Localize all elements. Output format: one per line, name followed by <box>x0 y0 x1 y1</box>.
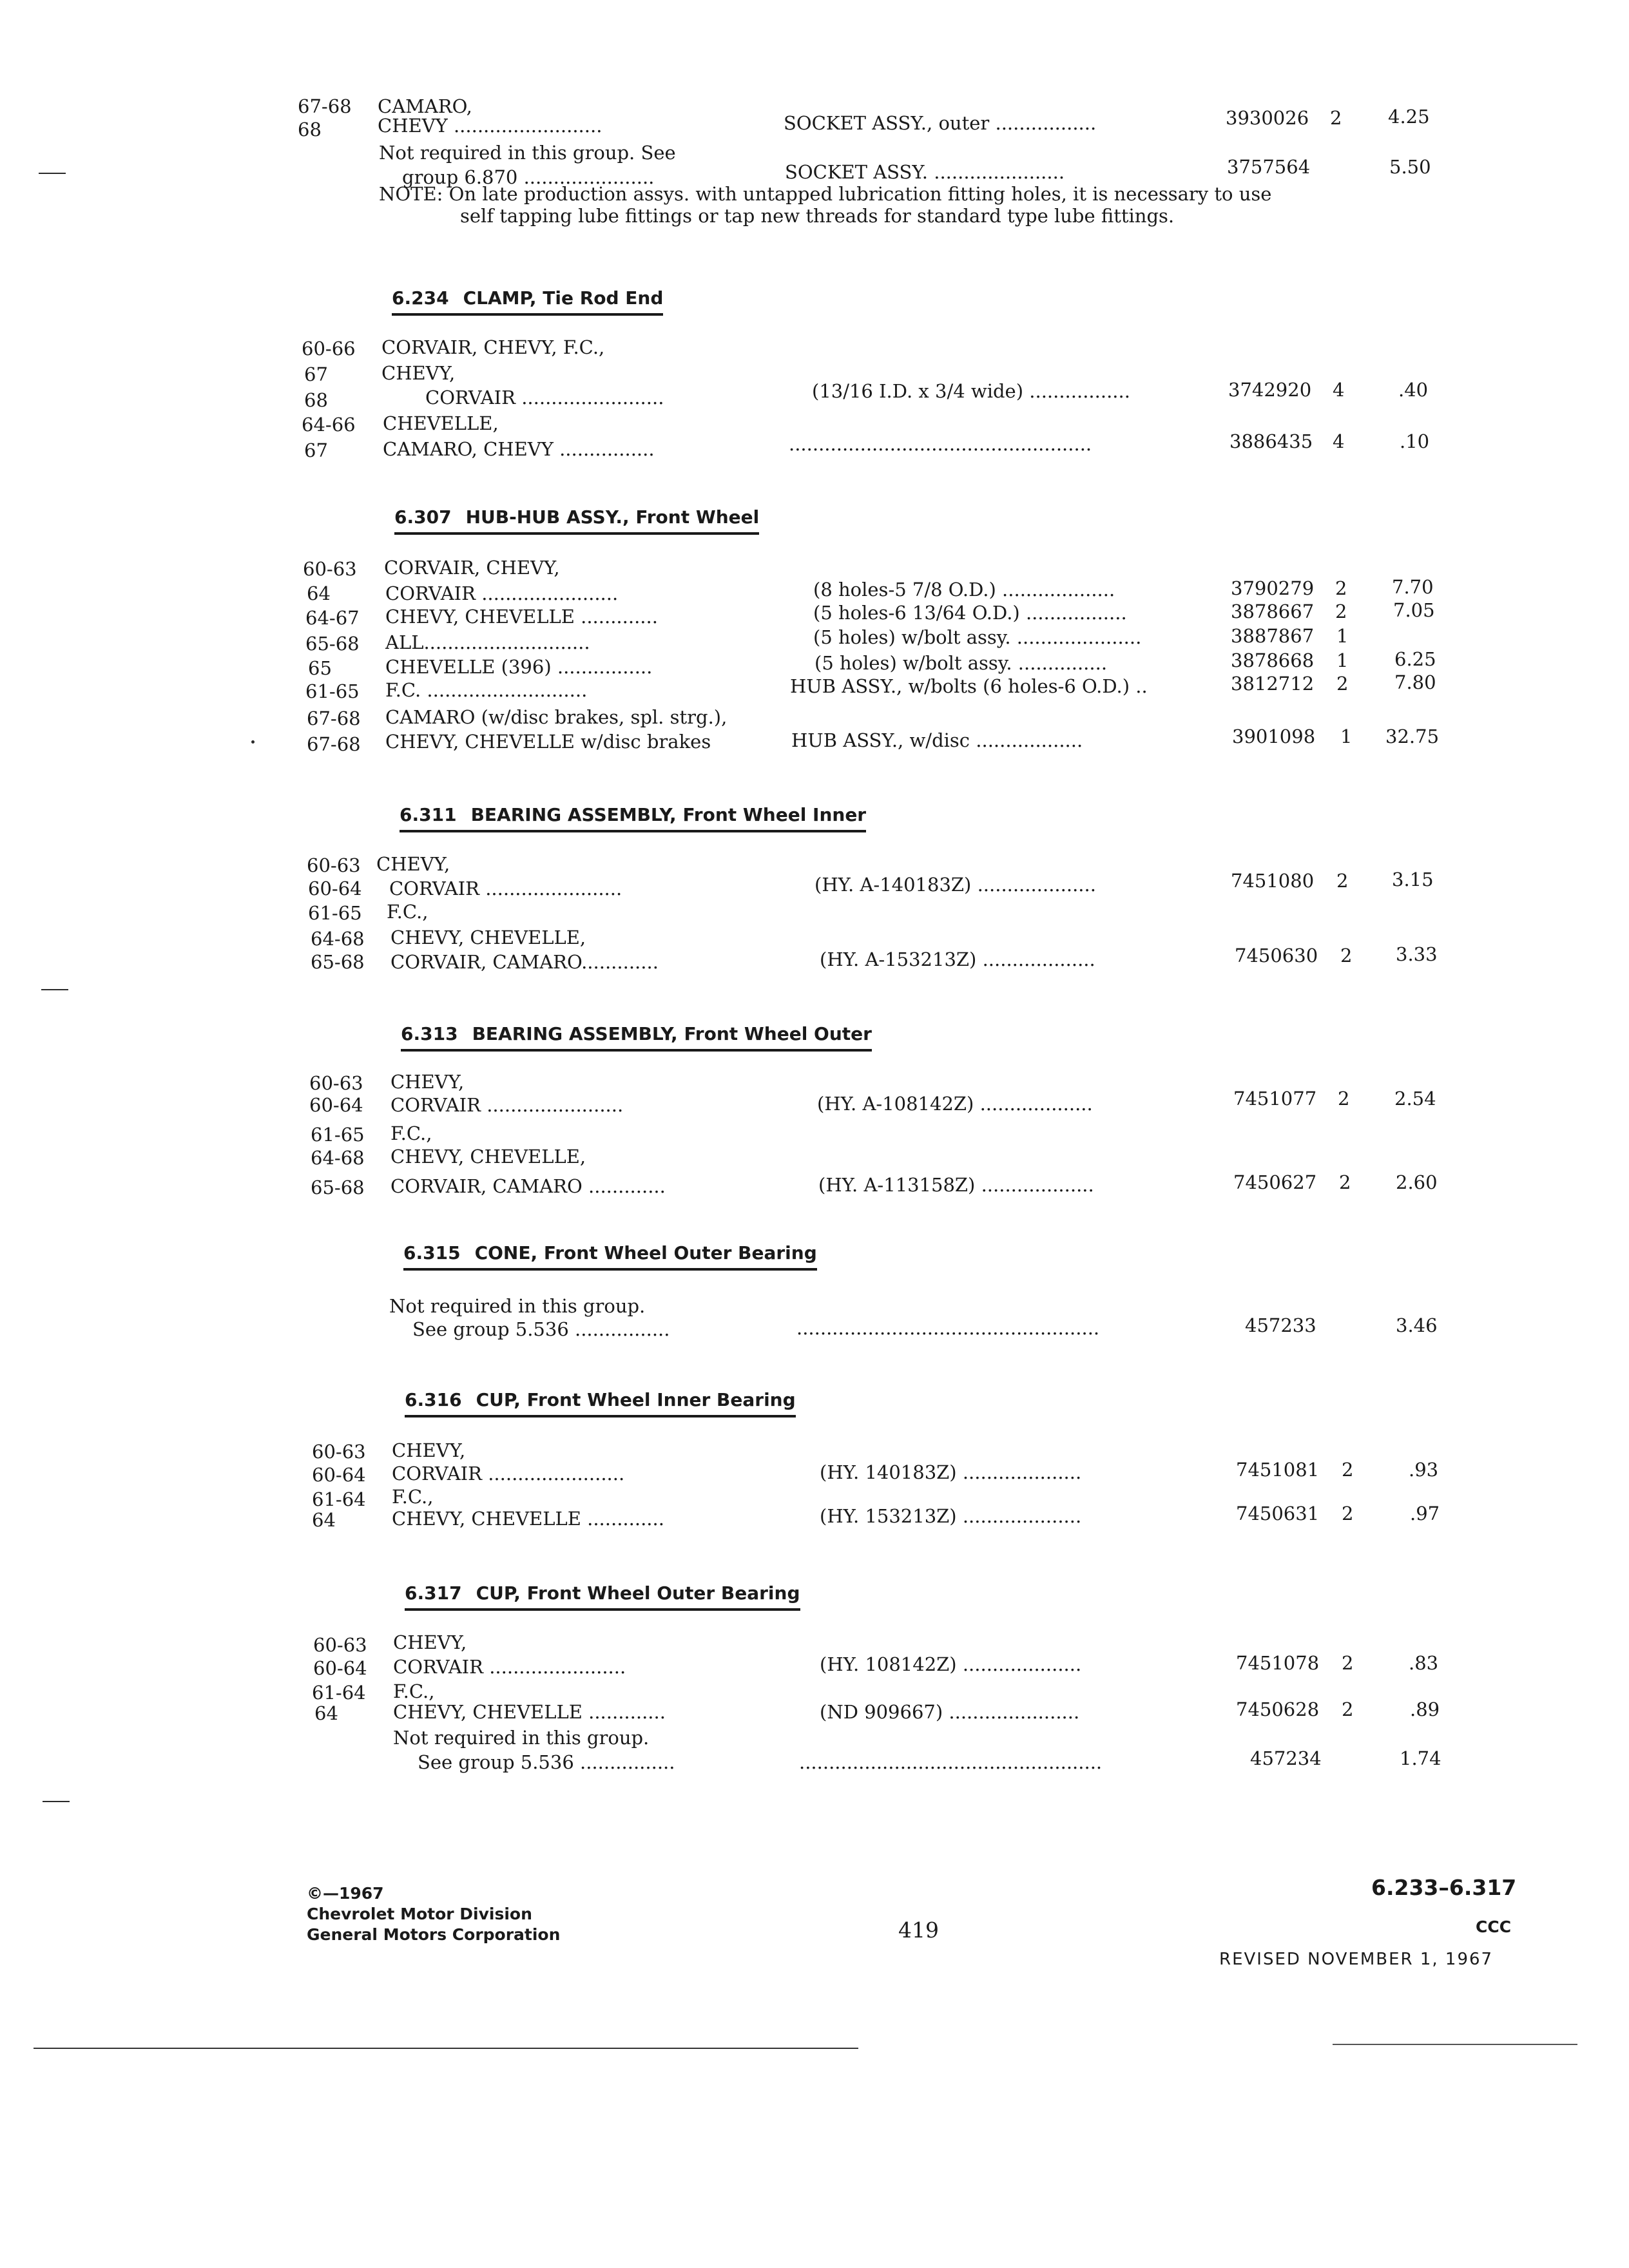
application: CORVAIR ....................... <box>385 582 619 604</box>
year: 60-64 <box>308 878 362 899</box>
description: (HY. A-140183Z) .................... <box>815 874 1096 896</box>
application: CHEVY, <box>376 853 450 875</box>
section-heading <box>405 1389 796 1418</box>
section-title: BEARING ASSEMBLY, Front Wheel Inner <box>470 804 867 825</box>
description: HUB ASSY., w/disc .................. <box>791 729 1083 751</box>
group-code: 6.311 <box>400 804 457 825</box>
application: CHEVELLE, <box>383 412 499 434</box>
application: CORVAIR ....................... <box>389 878 622 899</box>
description: (5 holes) w/bolt assy. ............... <box>815 652 1108 674</box>
quantity: 2 <box>1342 1652 1354 1674</box>
group-code: 6.307 <box>394 506 452 528</box>
year: 65 <box>308 657 332 679</box>
description: (ND 909667) ...................... <box>820 1701 1080 1723</box>
part-number: 7450631 <box>1236 1503 1320 1524</box>
section-heading <box>400 804 866 832</box>
description: ................................................... <box>789 433 1092 455</box>
year: 60-64 <box>309 1094 363 1116</box>
corporation-name: General Motors Corporation <box>307 1925 561 1944</box>
year: 60-63 <box>309 1072 363 1094</box>
quantity: 2 <box>1330 107 1342 129</box>
quantity: 1 <box>1336 649 1349 671</box>
price: .40 <box>1398 379 1429 401</box>
year: 61-65 <box>308 902 362 924</box>
year: 60-64 <box>312 1464 366 1486</box>
application: CHEVY, <box>390 1071 465 1093</box>
application: CORVAIR ....................... <box>392 1463 625 1485</box>
description: (HY. 153213Z) .................... <box>820 1505 1082 1527</box>
quantity: 2 <box>1342 1503 1354 1524</box>
part-number: 457233 <box>1245 1314 1316 1336</box>
application: CORVAIR, CHEVY, F.C., <box>381 336 605 358</box>
application: F.C. ........................... <box>385 679 588 701</box>
price: .93 <box>1409 1459 1439 1481</box>
section-title: CUP, Front Wheel Inner Bearing <box>476 1389 796 1410</box>
application: F.C., <box>392 1486 434 1508</box>
price: 32.75 <box>1385 726 1440 747</box>
year: 60-63 <box>312 1441 366 1463</box>
description: (5 holes) w/bolt assy. ..................... <box>813 626 1142 648</box>
year: 67 <box>304 439 328 461</box>
part-number: 3790279 <box>1231 577 1315 599</box>
application: CHEVY, CHEVELLE ............. <box>393 1701 666 1723</box>
description: (HY. A-108142Z) ................... <box>817 1093 1093 1115</box>
note-text: Not required in this group. <box>389 1295 646 1317</box>
quantity: 2 <box>1342 1698 1354 1720</box>
group-code: 6.316 <box>405 1389 462 1410</box>
application: CHEVY, <box>393 1631 467 1653</box>
year: 60-63 <box>303 558 357 580</box>
part-number: 3930026 <box>1226 107 1309 129</box>
price: 3.33 <box>1396 943 1438 965</box>
section-title: BEARING ASSEMBLY, Front Wheel Outer <box>472 1023 872 1044</box>
application: CHEVY ......................... <box>378 115 602 137</box>
section-title: CONE, Front Wheel Outer Bearing <box>474 1242 817 1264</box>
group-range: 6.233–6.317 <box>1371 1875 1517 1900</box>
application: CAMARO (w/disc brakes, spl. strg.), <box>385 706 728 728</box>
margin-mark <box>39 173 66 174</box>
application: See group 5.536 ................ <box>412 1318 670 1340</box>
quantity: 2 <box>1335 577 1347 599</box>
group-code: 6.315 <box>403 1242 461 1264</box>
stray-dot <box>251 740 255 744</box>
price: .10 <box>1400 430 1430 452</box>
application: CORVAIR, CAMARO............. <box>390 951 659 973</box>
part-number: 3901098 <box>1232 726 1316 747</box>
section-title: CLAMP, Tie Rod End <box>463 287 664 309</box>
description: (5 holes-6 13/64 O.D.) ................. <box>813 602 1127 624</box>
part-number: 3887867 <box>1231 625 1315 647</box>
application: CHEVY, <box>392 1439 466 1461</box>
part-number: 7451077 <box>1233 1088 1317 1110</box>
application: F.C., <box>393 1680 435 1702</box>
quantity: 4 <box>1333 379 1345 401</box>
price: 2.60 <box>1396 1171 1438 1193</box>
division-name: Chevrolet Motor Division <box>307 1905 532 1923</box>
description: (HY. A-153213Z) ................... <box>820 948 1095 970</box>
quantity: 2 <box>1342 1459 1354 1481</box>
price: 7.05 <box>1393 599 1435 621</box>
part-number: 7451080 <box>1231 870 1315 892</box>
part-number: 7451078 <box>1236 1652 1320 1674</box>
catalog-code: CCC <box>1476 1917 1512 1936</box>
description: SOCKET ASSY., outer ................. <box>784 112 1097 134</box>
part-number: 3878667 <box>1231 601 1315 622</box>
description: (HY. 108142Z) .................... <box>820 1653 1082 1675</box>
year: 64 <box>312 1509 336 1531</box>
application: CHEVY, <box>381 362 456 384</box>
quantity: 2 <box>1338 1088 1350 1110</box>
application: F.C., <box>390 1122 432 1144</box>
group-code: 6.313 <box>401 1023 458 1044</box>
year: 60-66 <box>302 338 356 360</box>
year: 64-68 <box>311 928 365 950</box>
application: CHEVY, CHEVELLE, <box>390 1146 586 1168</box>
note-text: NOTE: On late production assys. with untapped lubrication fitting holes, it is necessary to use <box>379 183 1272 205</box>
page-number: 419 <box>898 1917 939 1943</box>
group-code: 6.317 <box>405 1582 462 1604</box>
part-number: 3742920 <box>1228 379 1312 401</box>
year: 61-64 <box>312 1488 366 1510</box>
part-number: 3886435 <box>1229 430 1313 452</box>
year: 60-63 <box>313 1634 367 1656</box>
quantity: 4 <box>1333 430 1345 452</box>
description: (8 holes-5 7/8 O.D.) ................... <box>813 579 1115 601</box>
application: ALL............................ <box>385 631 590 653</box>
application: CORVAIR, CAMARO ............. <box>390 1175 666 1197</box>
year: 65-68 <box>305 633 360 655</box>
part-number: 3757564 <box>1227 156 1311 178</box>
price: 2.54 <box>1394 1088 1436 1110</box>
quantity: 2 <box>1336 870 1349 892</box>
application: CAMARO, CHEVY ................ <box>383 438 655 460</box>
application: CHEVY, CHEVELLE ............. <box>385 606 658 628</box>
application: See group 5.536 ................ <box>418 1751 675 1773</box>
description: (13/16 I.D. x 3/4 wide) ................. <box>812 380 1130 402</box>
application: CHEVY, CHEVELLE, <box>390 927 586 948</box>
part-number: 7451081 <box>1236 1459 1320 1481</box>
application: F.C., <box>387 901 429 923</box>
application: group 6.870 ...................... <box>402 166 655 188</box>
price: 5.50 <box>1389 156 1431 178</box>
section-heading <box>405 1582 800 1611</box>
description: ................................................... <box>799 1751 1103 1773</box>
revision-date: REVISED NOVEMBER 1, 1967 <box>1219 1950 1494 1969</box>
year: 61-65 <box>305 680 360 702</box>
quantity: 1 <box>1336 625 1349 647</box>
note-text: self tapping lube fittings or tap new threads for standard type lube fittings. <box>460 205 1175 227</box>
quantity: 1 <box>1340 726 1353 747</box>
price: .83 <box>1409 1652 1439 1674</box>
price: .97 <box>1410 1503 1440 1524</box>
section-heading <box>394 506 759 535</box>
section-heading <box>401 1023 872 1052</box>
year: 65-68 <box>311 1177 365 1198</box>
price: 7.80 <box>1394 671 1436 693</box>
application: CORVAIR ....................... <box>390 1094 624 1116</box>
note-text: Not required in this group. See <box>379 142 676 164</box>
application: CHEVY, CHEVELLE w/disc brakes <box>385 731 711 753</box>
price: .89 <box>1410 1698 1440 1720</box>
application: CORVAIR ........................ <box>425 387 664 408</box>
year: 64-67 <box>305 607 360 629</box>
year: 68 <box>298 119 322 140</box>
part-number: 3878668 <box>1231 649 1315 671</box>
year: 60-64 <box>313 1657 367 1679</box>
description: HUB ASSY., w/bolts (6 holes-6 O.D.) .. <box>790 675 1148 697</box>
part-number: 7450627 <box>1233 1171 1317 1193</box>
year: 67-68 <box>307 733 361 755</box>
application: CORVAIR, CHEVY, <box>384 557 560 579</box>
price: 1.74 <box>1400 1747 1441 1769</box>
quantity: 2 <box>1335 601 1347 622</box>
year: 67-68 <box>298 95 352 117</box>
year: 68 <box>304 389 328 411</box>
description: ................................................... <box>796 1317 1100 1339</box>
description: (HY. A-113158Z) ................... <box>818 1174 1094 1196</box>
year: 64-66 <box>302 414 356 436</box>
price: 7.70 <box>1392 576 1434 598</box>
section-title: HUB-HUB ASSY., Front Wheel <box>465 506 760 528</box>
year: 65-68 <box>311 951 365 973</box>
price: 4.25 <box>1388 106 1430 128</box>
section-heading <box>403 1242 817 1271</box>
price: 3.15 <box>1392 869 1434 890</box>
description: SOCKET ASSY. ...................... <box>785 161 1065 183</box>
description: (HY. 140183Z) .................... <box>820 1461 1082 1483</box>
application: CHEVY, CHEVELLE ............. <box>392 1508 664 1530</box>
part-number: 3812712 <box>1231 673 1315 695</box>
part-number: 457234 <box>1250 1747 1322 1769</box>
note-text: Not required in this group. <box>393 1727 650 1749</box>
margin-mark <box>41 989 68 990</box>
year: 64 <box>307 582 331 604</box>
copyright: ©—1967 <box>307 1884 384 1903</box>
group-code: 6.234 <box>392 287 449 309</box>
year: 61-65 <box>311 1124 365 1146</box>
section-heading <box>392 287 663 316</box>
year: 67 <box>304 363 328 385</box>
application: CORVAIR ....................... <box>393 1656 626 1678</box>
application: CHEVELLE (396) ................ <box>385 656 653 678</box>
year: 60-63 <box>307 854 361 876</box>
bottom-rule <box>34 2048 858 2049</box>
year: 61-64 <box>312 1682 366 1704</box>
part-number: 7450628 <box>1236 1698 1320 1720</box>
part-number: 7450630 <box>1235 945 1318 966</box>
year: 67-68 <box>307 707 361 729</box>
quantity: 2 <box>1340 945 1353 966</box>
quantity: 2 <box>1336 673 1349 695</box>
price: 6.25 <box>1394 648 1436 670</box>
price: 3.46 <box>1396 1314 1438 1336</box>
year: 64 <box>314 1702 338 1724</box>
margin-mark <box>43 1801 70 1802</box>
application: CAMARO, <box>378 95 472 117</box>
section-title: CUP, Front Wheel Outer Bearing <box>476 1582 800 1604</box>
year: 64-68 <box>311 1147 365 1169</box>
quantity: 2 <box>1339 1171 1351 1193</box>
bottom-rule <box>1333 2044 1577 2045</box>
